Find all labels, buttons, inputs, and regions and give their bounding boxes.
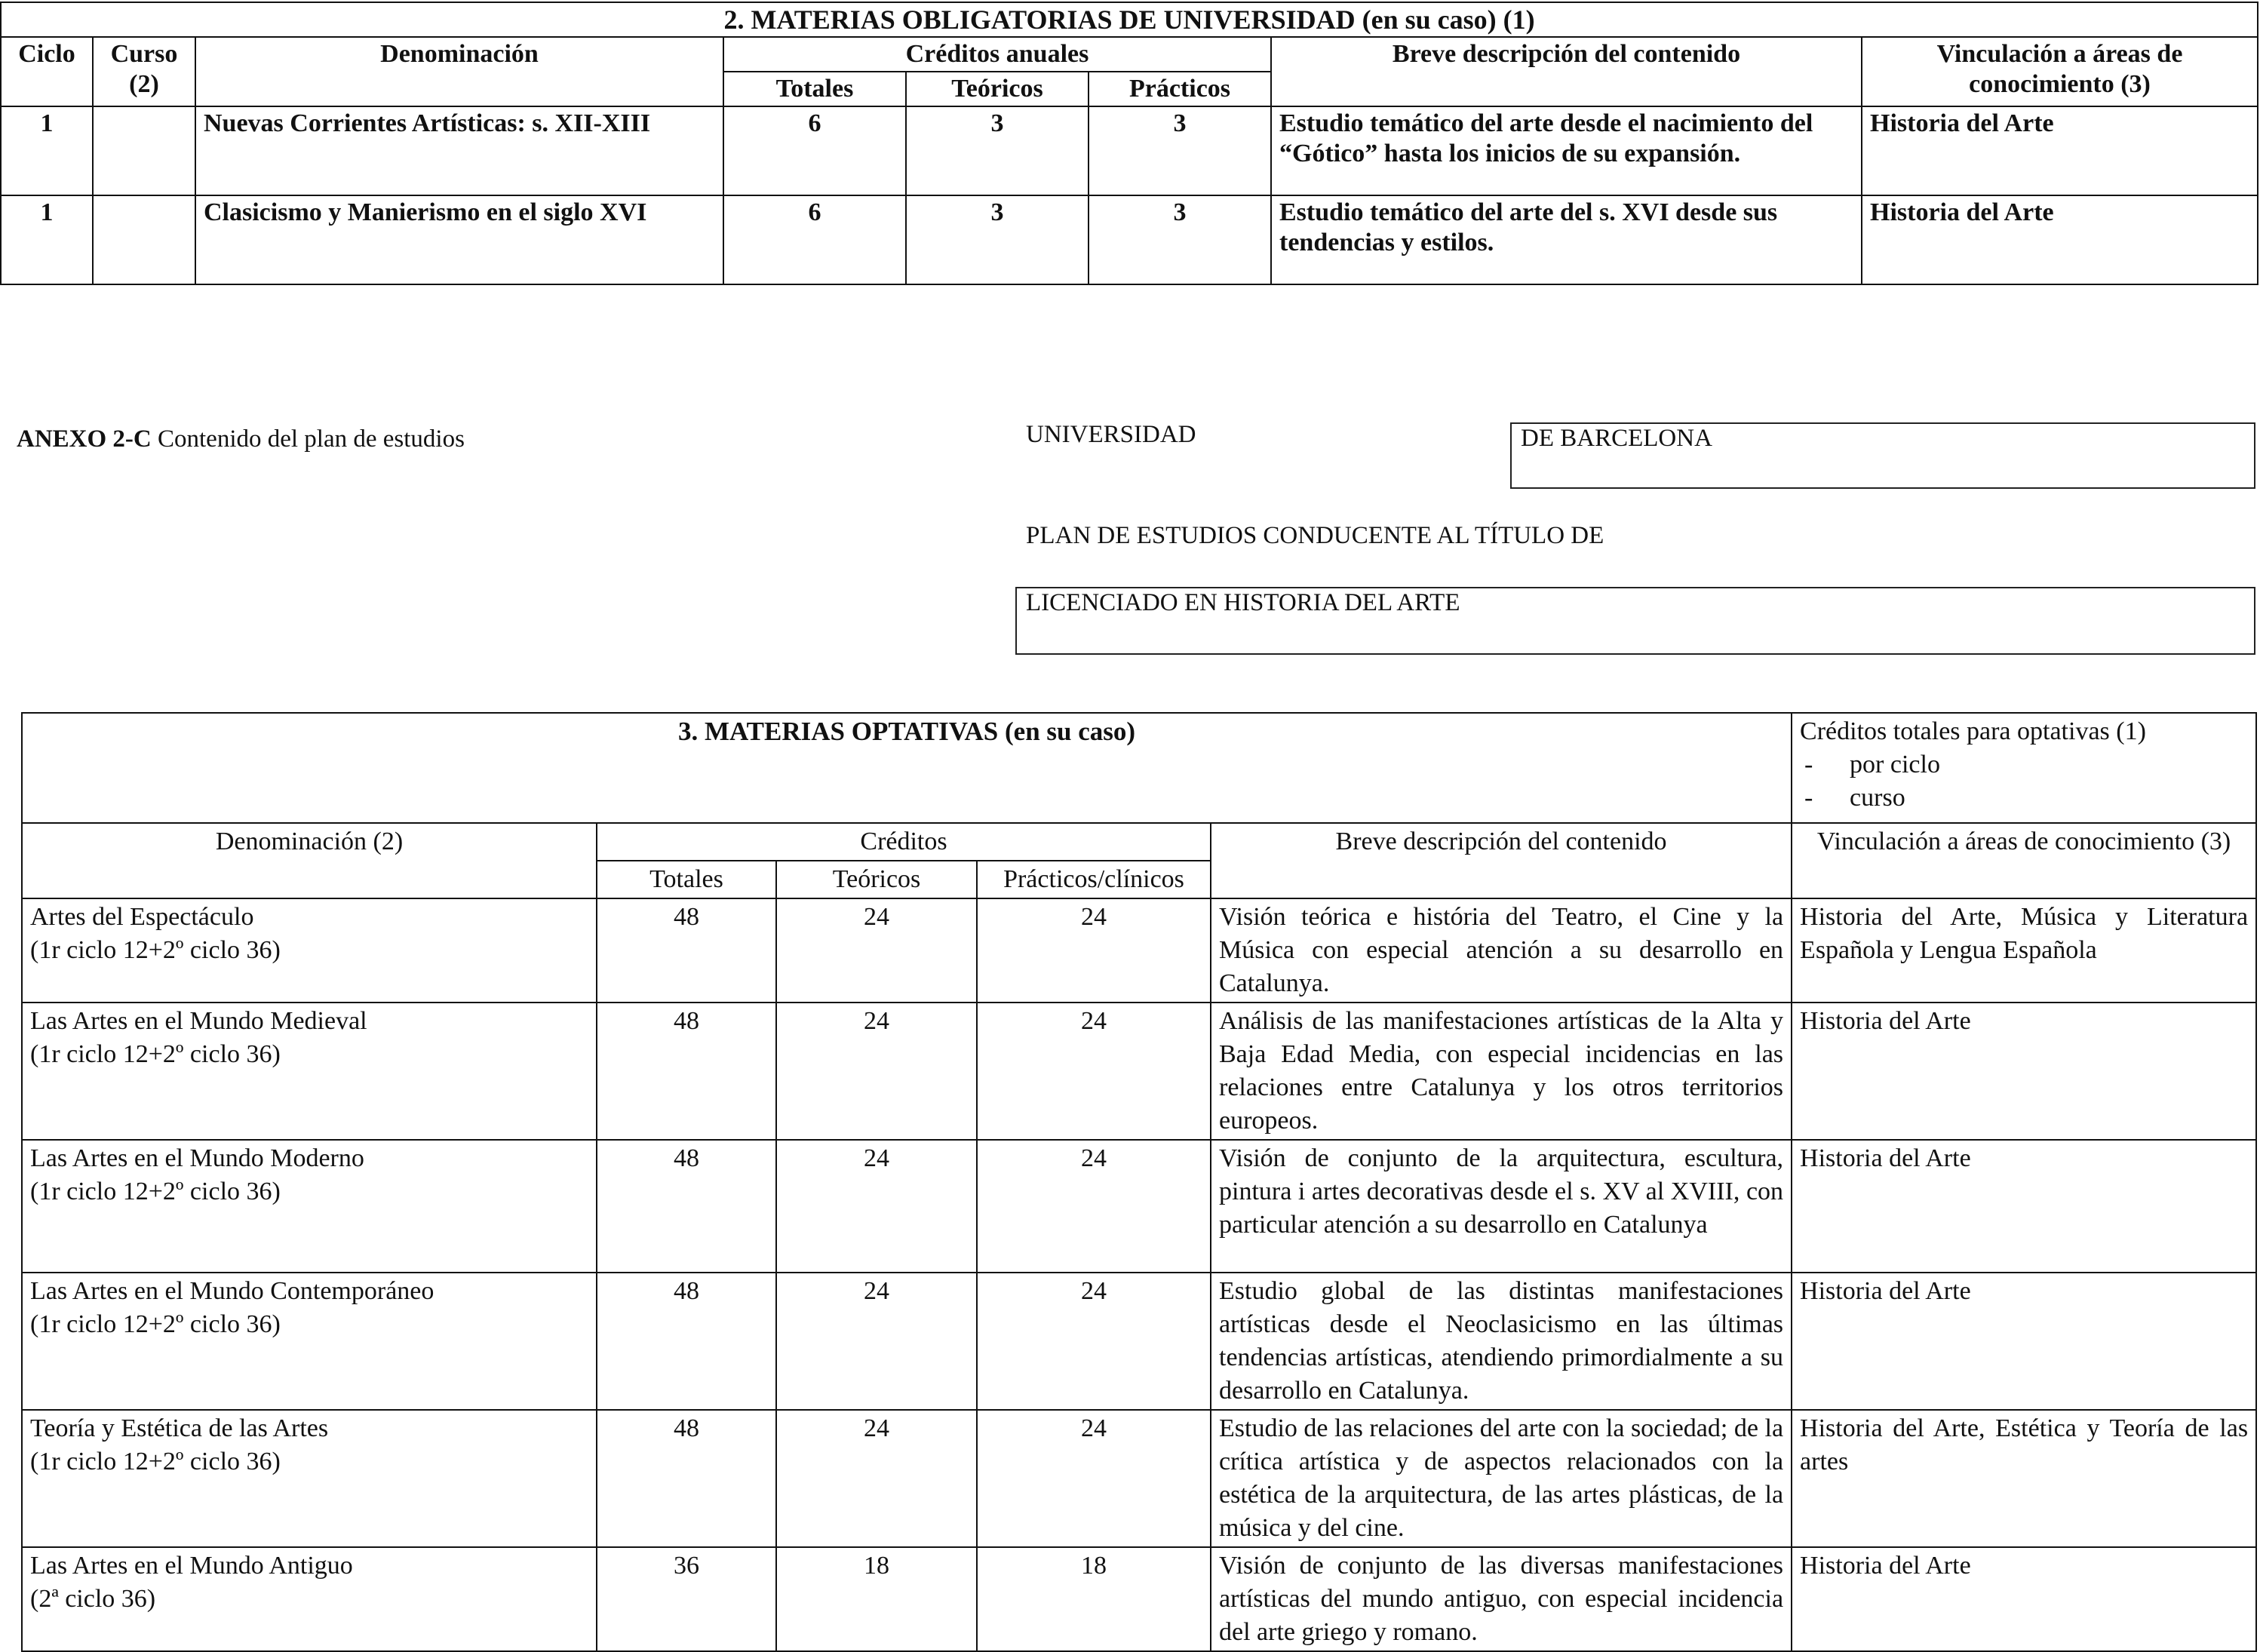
header-descripcion: Breve descripción del contenido xyxy=(1211,823,1792,898)
cell-practicos: 3 xyxy=(1089,106,1271,195)
cell-descripcion: Estudio de las relaciones del arte con la sociedad; de la crítica artística y de aspectos relacionados con la estética de la arquitectura, de las artes plásticas, de la música y del cine. xyxy=(1211,1410,1792,1547)
universidad-field: DE BARCELONA xyxy=(1510,422,2255,489)
cell-ciclo: 1 xyxy=(1,195,93,284)
header-vinculacion: Vinculación a áreas de conocimiento (3) xyxy=(1862,37,2258,106)
subject-name: Artes del Espectáculo xyxy=(30,903,254,931)
header-vinculacion: Vinculación a áreas de conocimiento (3) xyxy=(1792,823,2256,898)
cell-descripcion: Visión teórica e história del Teatro, el Cine y la Música con especial atención a su desarrollo en Catalunya. xyxy=(1211,898,1792,1003)
obligatorias-table xyxy=(0,2,2258,285)
cell-descripcion: Estudio temático del arte desde el nacimiento del “Gótico” hasta los inicios de su expansión. xyxy=(1271,106,1862,195)
table-row xyxy=(1,106,2258,195)
cell-denominacion xyxy=(22,898,597,1003)
cell-totales: 6 xyxy=(723,106,906,195)
cell-descripcion: Visión de conjunto de la arquitectura, escultura, pintura i artes decorativas desde el s. XV al XVIII, con particular atención a su desarrollo en Catalunya xyxy=(1211,1140,1792,1273)
anexo-line xyxy=(17,424,465,454)
cell-vinculacion: Historia del Arte xyxy=(1792,1547,2256,1651)
optativas-rows xyxy=(22,898,2256,1651)
cell-practicos: 24 xyxy=(977,898,1211,1003)
header-teoricos: Teóricos xyxy=(906,72,1089,106)
anexo-label: ANEXO 2-C xyxy=(17,425,152,453)
cell-teoricos: 24 xyxy=(776,1410,977,1547)
header-curso-label: Curso xyxy=(110,40,178,68)
header-practicos: Prácticos/clínicos xyxy=(977,861,1211,898)
cell-practicos: 24 xyxy=(977,1140,1211,1273)
cell-descripcion: Estudio global de las distintas manifestaciones artísticas desde el Neoclasicismo en las últimas tendencias artísticas, atendiendo primordialmente a su desarrollo en Catalunya. xyxy=(1211,1273,1792,1410)
cell-curso xyxy=(93,195,195,284)
cell-denominacion xyxy=(22,1410,597,1547)
header-totales: Totales xyxy=(723,72,906,106)
cell-teoricos: 3 xyxy=(906,195,1089,284)
table-row xyxy=(22,1140,2256,1273)
table-row xyxy=(1,195,2258,284)
cell-totales: 6 xyxy=(723,195,906,284)
cell-teoricos: 24 xyxy=(776,1273,977,1410)
subject-name: Las Artes en el Mundo Moderno xyxy=(30,1144,364,1172)
plan-label: PLAN DE ESTUDIOS CONDUCENTE AL TÍTULO DE xyxy=(1026,522,1604,549)
header-curso-note: (2) xyxy=(129,70,159,98)
header-denominacion: Denominación xyxy=(195,37,723,106)
header-curso xyxy=(93,37,195,106)
subject-ciclo: (1r ciclo 12+2º ciclo 36) xyxy=(30,1040,281,1068)
titulo-field: LICENCIADO EN HISTORIA DEL ARTE xyxy=(1015,587,2255,655)
cell-totales: 48 xyxy=(597,1003,776,1140)
section2-title: 2. MATERIAS OBLIGATORIAS DE UNIVERSIDAD (en su caso) (1) xyxy=(1,2,2258,37)
cell-teoricos: 24 xyxy=(776,1140,977,1273)
subject-ciclo: (2ª ciclo 36) xyxy=(30,1585,156,1613)
creditos-totales-label: Créditos totales para optativas (1) xyxy=(1800,717,2146,745)
cell-ciclo: 1 xyxy=(1,106,93,195)
cell-vinculacion: Historia del Arte, Música y Literatura Española y Lengua Española xyxy=(1792,898,2256,1003)
cell-practicos: 3 xyxy=(1089,195,1271,284)
cell-vinculacion: Historia del Arte xyxy=(1792,1140,2256,1273)
header-teoricos: Teóricos xyxy=(776,861,977,898)
cell-denominacion: Clasicismo y Manierismo en el siglo XVI xyxy=(195,195,723,284)
cell-descripcion: Análisis de las manifestaciones artísticas de la Alta y Baja Edad Media, con especial incidencias en las relaciones entre Catalunya y los otros territorios europeos. xyxy=(1211,1003,1792,1140)
cell-curso xyxy=(93,106,195,195)
creditos-totales-cell xyxy=(1792,713,2256,823)
subject-name: Las Artes en el Mundo Antiguo xyxy=(30,1552,353,1580)
cell-descripcion: Estudio temático del arte del s. XVI desde sus tendencias y estilos. xyxy=(1271,195,1862,284)
section3-title: 3. MATERIAS OPTATIVAS (en su caso) xyxy=(22,713,1792,823)
cell-teoricos: 18 xyxy=(776,1547,977,1651)
cell-denominacion xyxy=(22,1003,597,1140)
universidad-label: UNIVERSIDAD xyxy=(1026,421,1196,448)
header-descripcion: Breve descripción del contenido xyxy=(1271,37,1862,106)
cell-practicos: 18 xyxy=(977,1547,1211,1651)
table-row xyxy=(22,1273,2256,1410)
header-denominacion: Denominación (2) xyxy=(22,823,597,898)
subject-name: Las Artes en el Mundo Medieval xyxy=(30,1007,367,1035)
header-totales: Totales xyxy=(597,861,776,898)
creditos-totales-list xyxy=(1800,748,2248,815)
header-ciclo: Ciclo xyxy=(1,37,93,106)
cell-denominacion xyxy=(22,1273,597,1410)
cell-practicos: 24 xyxy=(977,1410,1211,1547)
cell-denominacion xyxy=(22,1547,597,1651)
subject-ciclo: (1r ciclo 12+2º ciclo 36) xyxy=(30,1310,281,1338)
list-item: - por ciclo xyxy=(1804,751,1940,778)
cell-denominacion xyxy=(22,1140,597,1273)
optativas-table xyxy=(21,712,2257,1652)
cell-vinculacion: Historia del Arte xyxy=(1792,1003,2256,1140)
list-item-label: curso xyxy=(1850,784,1905,812)
table-row xyxy=(22,1410,2256,1547)
table-row xyxy=(22,1003,2256,1140)
cell-practicos: 24 xyxy=(977,1273,1211,1410)
header-practicos: Prácticos xyxy=(1089,72,1271,106)
table-row xyxy=(22,1547,2256,1651)
cell-vinculacion: Historia del Arte xyxy=(1862,195,2258,284)
list-item-label: por ciclo xyxy=(1850,751,1940,778)
cell-vinculacion: Historia del Arte, Estética y Teoría de las artes xyxy=(1792,1410,2256,1547)
cell-descripcion: Visión de conjunto de las diversas manifestaciones artísticas del mundo antiguo, con especial incidencia del arte griego y romano. xyxy=(1211,1547,1792,1651)
cell-totales: 48 xyxy=(597,1273,776,1410)
subject-ciclo: (1r ciclo 12+2º ciclo 36) xyxy=(30,1448,281,1475)
cell-teoricos: 3 xyxy=(906,106,1089,195)
cell-practicos: 24 xyxy=(977,1003,1211,1140)
cell-totales: 48 xyxy=(597,898,776,1003)
cell-vinculacion: Historia del Arte xyxy=(1792,1273,2256,1410)
cell-totales: 48 xyxy=(597,1140,776,1273)
cell-totales: 48 xyxy=(597,1410,776,1547)
anexo-subtitle: Contenido del plan de estudios xyxy=(151,425,465,453)
header-creditos: Créditos xyxy=(597,823,1211,861)
cell-teoricos: 24 xyxy=(776,898,977,1003)
subject-name: Las Artes en el Mundo Contemporáneo xyxy=(30,1277,434,1305)
cell-totales: 36 xyxy=(597,1547,776,1651)
cell-vinculacion: Historia del Arte xyxy=(1862,106,2258,195)
header-creditos-anuales: Créditos anuales xyxy=(723,37,1271,72)
cell-denominacion: Nuevas Corrientes Artísticas: s. XII-XIII xyxy=(195,106,723,195)
subject-ciclo: (1r ciclo 12+2º ciclo 36) xyxy=(30,1178,281,1205)
subject-name: Teoría y Estética de las Artes xyxy=(30,1414,329,1442)
subject-ciclo: (1r ciclo 12+2º ciclo 36) xyxy=(30,936,281,964)
list-item: - curso xyxy=(1804,784,1905,812)
table-row xyxy=(22,898,2256,1003)
cell-teoricos: 24 xyxy=(776,1003,977,1140)
